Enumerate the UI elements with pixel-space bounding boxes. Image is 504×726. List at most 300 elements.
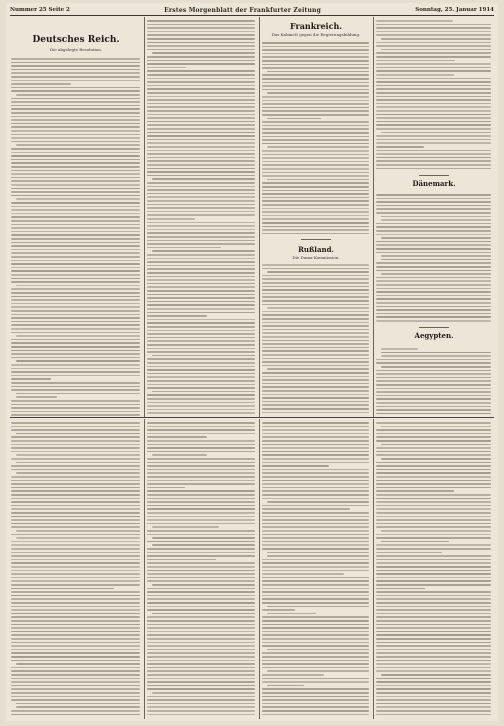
text-line: [147, 703, 255, 705]
text-line: [376, 505, 491, 507]
text-line: [147, 308, 255, 310]
text-line: [376, 45, 491, 47]
text-line: [376, 595, 491, 597]
text-line: [262, 103, 369, 105]
text-line: [147, 247, 221, 249]
text-line: [11, 699, 140, 701]
text-line: [11, 501, 140, 503]
text-line: [376, 316, 491, 318]
text-line: [147, 88, 255, 90]
text-line: [262, 645, 369, 647]
text-line: [11, 469, 140, 471]
text-line: [376, 270, 491, 272]
text-line: [11, 389, 140, 391]
text-line: [267, 606, 369, 608]
text-line: [376, 373, 491, 375]
text-line: [262, 526, 369, 528]
text-line: [376, 609, 491, 611]
text-line: [147, 710, 255, 712]
text-line: [262, 136, 369, 138]
text-line: [262, 350, 369, 352]
text-line: [381, 366, 491, 368]
text-line: [376, 465, 491, 467]
text-line: [262, 451, 369, 453]
text-line: [262, 544, 369, 546]
text-line: [147, 487, 185, 489]
text-line: [147, 74, 255, 76]
text-line: [11, 130, 140, 132]
text-line: [376, 703, 491, 705]
text-line: [11, 573, 140, 575]
text-line: [147, 164, 255, 166]
text-line: [147, 114, 255, 116]
text-line: [376, 588, 425, 590]
text-line: [267, 685, 304, 687]
text-line: [262, 386, 369, 388]
text-line: [381, 530, 491, 532]
text-line: [11, 638, 140, 640]
text-line: [147, 348, 255, 350]
section-divider: [301, 239, 331, 240]
text-line: [11, 519, 140, 521]
text-line: [16, 663, 140, 665]
text-line: [262, 193, 369, 195]
text-line: [147, 663, 255, 665]
text-line: [16, 462, 140, 464]
text-line: [11, 606, 140, 608]
text-line: [16, 335, 140, 337]
text-line: [11, 357, 140, 359]
text-line: [376, 627, 491, 629]
text-line: [267, 92, 369, 94]
text-line: [262, 376, 369, 378]
text-line: [11, 216, 140, 218]
text-line: [147, 362, 255, 364]
text-line: [381, 219, 491, 221]
text-line: [376, 584, 491, 586]
text-line: [147, 494, 255, 496]
text-line: [11, 411, 140, 413]
text-line: [262, 293, 369, 295]
text-line: [147, 49, 255, 51]
text-line: [147, 121, 255, 123]
text-line: [11, 80, 140, 82]
text-line: [11, 224, 140, 226]
text-line: [147, 31, 255, 33]
text-line: [147, 34, 255, 36]
text-line: [262, 340, 369, 342]
text-line: [147, 422, 255, 424]
text-line: [147, 652, 255, 654]
text-line: [376, 96, 491, 98]
text-line: [262, 107, 369, 109]
text-line: [152, 52, 255, 54]
text-line: [376, 398, 491, 400]
text-line: [11, 141, 140, 143]
text-line: [376, 359, 491, 361]
text-line: [11, 116, 140, 118]
text-line: [11, 613, 140, 615]
text-line: [11, 407, 140, 409]
text-line: [11, 667, 140, 669]
text-line: [11, 227, 140, 229]
text-line: [11, 634, 140, 636]
text-line: [381, 132, 491, 134]
text-line: [376, 362, 491, 364]
text-line: [376, 469, 491, 471]
text-line: [262, 379, 369, 381]
text-line: [262, 678, 369, 680]
text-line: [376, 201, 491, 203]
text-line: [11, 444, 140, 446]
column-text: [375, 347, 493, 415]
text-line: [147, 42, 255, 44]
text-line: [11, 249, 140, 251]
text-line: [152, 526, 219, 528]
text-line: [376, 490, 454, 492]
text-line: [16, 94, 140, 96]
text-line: [376, 370, 491, 372]
text-line: [376, 298, 491, 300]
text-line: [376, 34, 491, 36]
text-line: [376, 248, 491, 250]
text-line: [147, 409, 255, 411]
text-line: [147, 45, 255, 47]
text-line: [262, 714, 369, 716]
text-line: [11, 386, 140, 388]
text-line: [376, 480, 491, 482]
text-line: [267, 146, 369, 148]
text-line: [147, 433, 255, 435]
text-line: [11, 274, 140, 276]
text-line: [376, 685, 491, 687]
text-line: [147, 573, 255, 575]
text-line: [11, 260, 140, 262]
text-line: [262, 78, 369, 80]
text-line: [11, 231, 140, 233]
text-line: [262, 132, 369, 134]
text-line: [376, 624, 491, 626]
text-line: [11, 400, 140, 402]
headline-aegypten: Aegypten.: [414, 331, 454, 340]
text-line: [11, 90, 140, 92]
text-line: [11, 159, 140, 161]
text-line: [376, 555, 491, 557]
text-line: [147, 171, 255, 173]
text-line: [262, 634, 369, 636]
text-line: [262, 325, 369, 327]
text-line: [11, 328, 140, 330]
text-line: [11, 609, 140, 611]
text-line: [147, 380, 255, 382]
text-line: [11, 505, 140, 507]
text-line: [11, 162, 140, 164]
text-line: [376, 142, 491, 144]
text-line: [147, 225, 255, 227]
text-line: [376, 613, 491, 615]
text-line: [262, 67, 369, 69]
text-line: [262, 609, 295, 611]
text-line: [147, 81, 255, 83]
text-line: [262, 161, 369, 163]
text-line: [11, 306, 140, 308]
text-line: [262, 631, 369, 633]
text-line: [147, 117, 255, 119]
text-line: [11, 595, 140, 597]
text-line: [376, 128, 491, 130]
text-line: [376, 696, 491, 698]
text-line: [147, 351, 255, 353]
text-line: [147, 706, 255, 708]
text-line: [147, 685, 255, 687]
text-line: [262, 82, 369, 84]
text-line: [262, 215, 369, 217]
text-line: [11, 692, 140, 694]
text-line: [376, 498, 491, 500]
text-line: [376, 252, 491, 254]
text-line: [262, 168, 369, 170]
text-line: [147, 472, 255, 474]
text-line: [262, 508, 350, 510]
text-line: [11, 523, 140, 525]
text-line: [11, 645, 140, 647]
text-line: [147, 261, 255, 263]
text-line: [376, 212, 491, 214]
text-line: [376, 678, 491, 680]
text-line: [11, 378, 51, 380]
text-line: [267, 555, 369, 557]
text-line: [376, 88, 491, 90]
text-line: [147, 301, 255, 303]
text-line: [147, 196, 255, 198]
text-line: [11, 465, 140, 467]
text-line: [147, 602, 255, 604]
text-line: [147, 243, 255, 245]
text-line: [147, 591, 255, 593]
text-line: [11, 87, 140, 89]
text-line: [262, 703, 369, 705]
text-line: [147, 369, 255, 371]
text-line: [147, 405, 255, 407]
text-line: [11, 155, 140, 157]
text-line: [147, 696, 255, 698]
text-line: [376, 559, 491, 561]
text-line: [262, 624, 369, 626]
text-line: [147, 157, 255, 159]
masthead-issue: Nummer 25 Seite 2: [10, 7, 70, 13]
text-line: [262, 584, 369, 586]
text-line: [262, 480, 369, 482]
text-line: [262, 233, 369, 235]
text-line: [376, 440, 491, 442]
text-line: [11, 346, 140, 348]
text-line: [147, 315, 207, 317]
text-line: [376, 388, 491, 390]
text-line: [376, 313, 491, 315]
text-line: [262, 573, 344, 575]
text-line: [147, 376, 255, 378]
text-line: [262, 121, 369, 123]
text-line: [147, 458, 255, 460]
text-line: [262, 46, 369, 48]
text-line: [147, 483, 255, 485]
text-line: [147, 447, 255, 449]
text-line: [147, 186, 255, 188]
column-text: [10, 57, 142, 417]
text-line: [376, 42, 491, 44]
text-line: [262, 365, 369, 367]
text-line: [11, 270, 140, 272]
text-line: [11, 119, 140, 121]
text-line: [147, 207, 255, 209]
text-line: [11, 674, 140, 676]
text-line: [16, 537, 140, 539]
text-line: [262, 591, 369, 593]
text-line: [262, 336, 369, 338]
text-line: [262, 282, 369, 284]
text-line: [11, 342, 140, 344]
text-line: [376, 663, 491, 665]
text-line: [147, 142, 255, 144]
text-line: [376, 309, 491, 311]
text-line: [262, 519, 369, 521]
text-line: [11, 137, 140, 139]
text-line: [376, 320, 491, 322]
text-line: [147, 222, 255, 224]
text-line: [376, 526, 491, 528]
text-line: [147, 656, 255, 658]
text-line: [262, 577, 369, 579]
text-line: [147, 512, 255, 514]
text-line: [376, 602, 491, 604]
text-line: [147, 501, 255, 503]
text-line: [152, 250, 255, 252]
text-line: [376, 63, 491, 65]
text-line: [147, 570, 255, 572]
text-line: [262, 329, 369, 331]
text-line: [11, 555, 140, 557]
text-line: [147, 67, 186, 69]
text-line: [11, 436, 140, 438]
text-line: [147, 319, 255, 321]
text-line: [376, 598, 491, 600]
headline-frankreich: Frankreich.: [289, 21, 343, 31]
text-line: [11, 65, 140, 67]
text-line: [147, 103, 255, 105]
text-line: [376, 413, 491, 415]
text-line: [381, 348, 418, 350]
text-line: [11, 375, 140, 377]
text-line: [376, 494, 491, 496]
text-line: [147, 92, 255, 94]
text-line: [147, 182, 255, 184]
text-line: [16, 198, 140, 200]
text-line: [16, 703, 140, 705]
text-line: [376, 277, 491, 279]
text-line: [147, 606, 255, 608]
text-line: [376, 462, 491, 464]
text-line: [262, 157, 369, 159]
text-line: [11, 429, 140, 431]
text-line: [262, 304, 369, 306]
text-line: [11, 234, 140, 236]
subline-russland: Die Duma-Kommission.: [292, 255, 340, 260]
text-line: [147, 236, 255, 238]
text-line: [262, 53, 369, 55]
text-line: [147, 440, 255, 442]
text-line: [262, 110, 369, 112]
text-line: [376, 433, 491, 435]
text-line: [262, 154, 369, 156]
masthead-title: Erstes Morgenblatt der Frankfurter Zeitung: [164, 6, 321, 14]
text-line: [262, 390, 369, 392]
text-line: [147, 312, 255, 314]
text-line: [262, 472, 369, 474]
text-line: [376, 78, 491, 80]
text-line: [11, 173, 140, 175]
text-line: [16, 530, 140, 532]
text-line: [11, 267, 140, 269]
newspaper-page: [6, 3, 498, 721]
text-line: [11, 566, 140, 568]
text-line: [262, 372, 369, 374]
text-line: [11, 72, 140, 74]
text-line: [262, 311, 369, 313]
text-line: [376, 114, 491, 116]
text-line: [152, 544, 255, 546]
text-line: [147, 387, 255, 389]
text-line: [11, 83, 71, 85]
text-line: [262, 401, 369, 403]
text-line: [376, 688, 491, 690]
text-line: [11, 98, 140, 100]
text-line: [381, 355, 491, 357]
text-line: [11, 220, 140, 222]
text-line: [147, 462, 255, 464]
text-line: [376, 160, 491, 162]
text-line: [376, 230, 491, 232]
text-line: [376, 402, 491, 404]
text-line: [147, 631, 255, 633]
text-line: [11, 570, 140, 572]
text-line: [11, 281, 140, 283]
text-line: [11, 414, 140, 416]
text-line: [381, 444, 491, 446]
text-line: [16, 396, 57, 398]
text-line: [147, 150, 255, 152]
text-line: [262, 663, 369, 665]
text-line: [16, 706, 140, 708]
text-line: [152, 454, 207, 456]
text-line: [262, 436, 369, 438]
text-line: [11, 108, 140, 110]
text-line: [11, 332, 140, 334]
text-line: [147, 620, 255, 622]
text-line: [147, 548, 255, 550]
column-rule: [259, 17, 260, 417]
text-line: [11, 296, 140, 298]
text-line: [262, 361, 369, 363]
text-line: [147, 78, 255, 80]
text-line: [262, 186, 369, 188]
text-line: [11, 483, 140, 485]
text-line: [11, 620, 140, 622]
text-line: [262, 490, 369, 492]
text-line: [152, 537, 255, 539]
text-line: [262, 444, 369, 446]
text-line: [147, 580, 255, 582]
text-line: [147, 106, 255, 108]
